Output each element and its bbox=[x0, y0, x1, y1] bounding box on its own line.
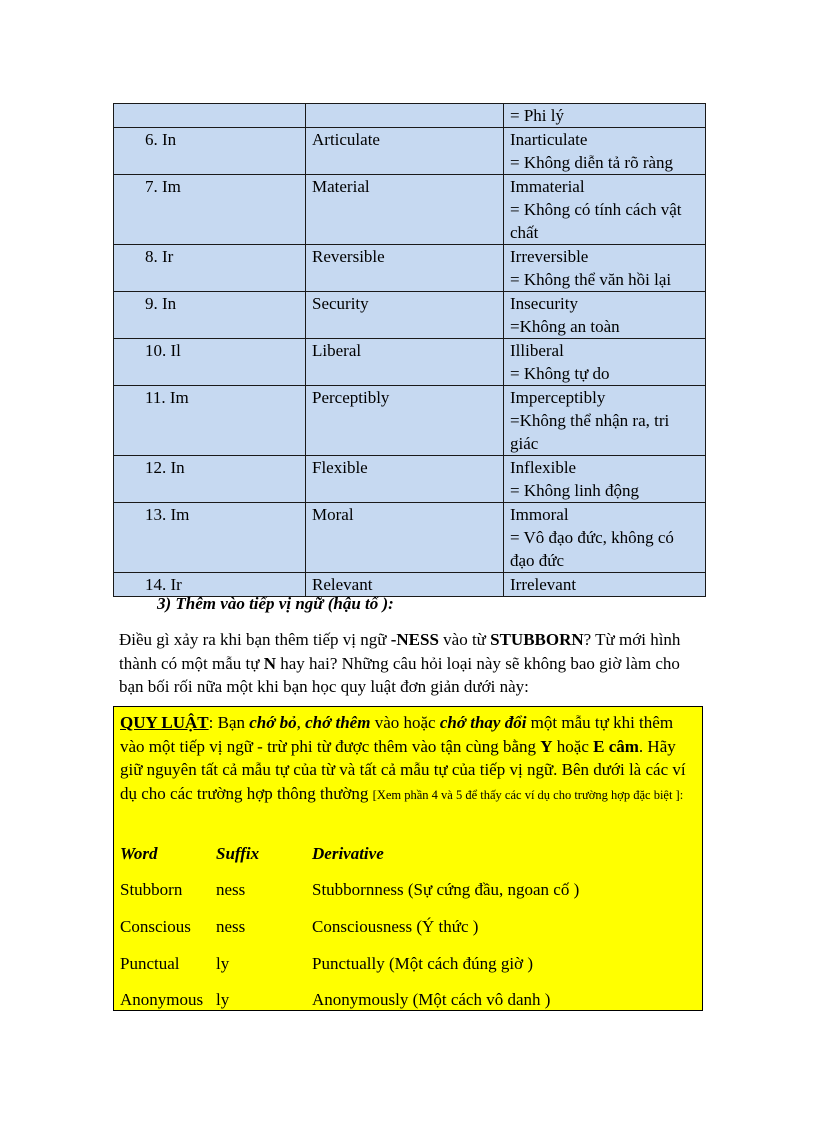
intro-paragraph: Điều gì xảy ra khi bạn thêm tiếp vị ngữ -NESS vào từ STUBBORN? Từ mới hình thành có một mẫu tự N hay hai? Những câu hỏi loại này sẽ không bao giờ làm cho bạn bối rối nữa một khi bạn học quy luật đơn giản dưới này: bbox=[119, 630, 681, 696]
derived-word: Imperceptibly bbox=[510, 388, 606, 407]
rule-note: [Xem phần 4 và 5 để thấy các ví dụ cho trường hợp đặc biệt ]: bbox=[372, 787, 684, 802]
prefix-cell: 7. Im bbox=[114, 175, 306, 245]
table-row bbox=[114, 339, 706, 386]
table-row bbox=[114, 175, 706, 245]
header-suffix: Suffix bbox=[216, 844, 260, 863]
root-word-cell: Relevant bbox=[306, 573, 504, 597]
table-row bbox=[114, 292, 706, 339]
meaning-text: = Không tự do bbox=[510, 364, 610, 383]
derived-word-cell bbox=[504, 386, 706, 456]
derived-word: Insecurity bbox=[510, 294, 578, 313]
meaning-text: =Không thể nhận ra, tri giác bbox=[510, 411, 670, 453]
root-word-cell: Flexible bbox=[306, 456, 504, 503]
root-word-cell: Material bbox=[306, 175, 504, 245]
derived-word: Inarticulate bbox=[510, 130, 588, 149]
prefix-cell bbox=[114, 104, 306, 128]
suffix-ness: -NESS bbox=[390, 630, 439, 649]
meaning-text: = Không có tính cách vật chất bbox=[510, 200, 682, 242]
header-word: Word bbox=[120, 844, 158, 863]
rule-label: QUY LUẬT bbox=[120, 713, 209, 732]
letter-n: N bbox=[263, 653, 276, 673]
derived-word-cell bbox=[504, 456, 706, 503]
meaning-text: = Không thể văn hồi lại bbox=[510, 270, 672, 289]
root-word-cell: Security bbox=[306, 292, 504, 339]
derived-word-cell bbox=[504, 245, 706, 292]
meaning-text: = Không diễn tả rõ ràng bbox=[510, 153, 674, 172]
derived-word-cell bbox=[504, 573, 706, 597]
derived-word-cell bbox=[504, 175, 706, 245]
prefix-cell: 10. Il bbox=[114, 339, 306, 386]
root-word-cell: Reversible bbox=[306, 245, 504, 292]
prefix-cell: 13. Im bbox=[114, 503, 306, 573]
rule-text: QUY LUẬT: Bạn chớ bỏ, chớ thêm vào hoặc chớ thay đổi một mẫu tự khi thêm vào một tiếp vị ngữ - trừ phi từ được thêm vào tận cùng bằng Y hoặc E câm. Hãy giữ nguyên tất cả mẫu tự của từ và tất cả mẫu tự của tiếp vị ngữ. Bên dưới là các ví dụ cho các trường hợp thông thường [Xem phần 4 và 5 để thấy các ví dụ cho trường hợp đặc biệt ]: bbox=[120, 713, 686, 803]
derived-word: Irreversible bbox=[510, 247, 589, 266]
table-row bbox=[114, 386, 706, 456]
header-derivative: Derivative bbox=[312, 844, 384, 863]
root-word-cell bbox=[306, 104, 504, 128]
derived-word-cell bbox=[504, 339, 706, 386]
table-row bbox=[114, 503, 706, 573]
derived-word: Immaterial bbox=[510, 177, 585, 196]
table-row bbox=[114, 104, 706, 128]
root-word-cell: Liberal bbox=[306, 339, 504, 386]
root-word-cell: Moral bbox=[306, 503, 504, 573]
prefix-cell: 12. In bbox=[114, 456, 306, 503]
meaning-text: = Không linh động bbox=[510, 481, 640, 500]
prefix-cell: 8. Ir bbox=[114, 245, 306, 292]
derived-word-cell bbox=[504, 292, 706, 339]
meaning-text: = Phi lý bbox=[510, 106, 564, 125]
prefix-table bbox=[113, 103, 706, 597]
derived-word: Irrelevant bbox=[510, 575, 577, 594]
derived-word: Illiberal bbox=[510, 341, 564, 360]
derived-word: Inflexible bbox=[510, 458, 577, 477]
table-row bbox=[114, 128, 706, 175]
derived-word-cell bbox=[504, 503, 706, 573]
meaning-text: = Vô đạo đức, không có đạo đức bbox=[510, 528, 674, 570]
derived-word-cell bbox=[504, 104, 706, 128]
table-row bbox=[114, 456, 706, 503]
prefix-cell: 6. In bbox=[114, 128, 306, 175]
table-row bbox=[114, 245, 706, 292]
section-heading: 3) Thêm vào tiếp vị ngữ (hậu tố ): bbox=[157, 594, 394, 613]
prefix-cell: 9. In bbox=[114, 292, 306, 339]
root-word-cell: Articulate bbox=[306, 128, 504, 175]
root-word-cell: Perceptibly bbox=[306, 386, 504, 456]
rule-box: QUY LUẬT: Bạn chớ bỏ, chớ thêm vào hoặc chớ thay đổi một mẫu tự khi thêm vào một tiếp vị ngữ - trừ phi từ được thêm vào tận cùng bằng Y hoặc E câm. Hãy giữ nguyên tất cả mẫu tự của từ và tất cả mẫu tự của tiếp vị ngữ. Bên dưới là các ví dụ cho các trường hợp thông thường [Xem phần 4 và 5 để thấy các ví dụ cho trường hợp đặc biệt ]: Word Suffix Derivative Stubborn ness Stubbornness (Sự cứng đầu, ngoan cố ) Conscious ness Consciousness (Ý thức ) Punctual ly Punctually (Một cách đúng giờ ) Anonymous ly Anonymously (Một cách vô danh ) bbox=[113, 706, 703, 1011]
meaning-text: =Không an toàn bbox=[510, 317, 620, 336]
prefix-cell: 11. Im bbox=[114, 386, 306, 456]
derived-word-cell bbox=[504, 128, 706, 175]
word-stubborn: STUBBORN bbox=[490, 630, 584, 649]
derived-word: Immoral bbox=[510, 505, 569, 524]
prefix-cell: 14. Ir bbox=[114, 573, 306, 597]
